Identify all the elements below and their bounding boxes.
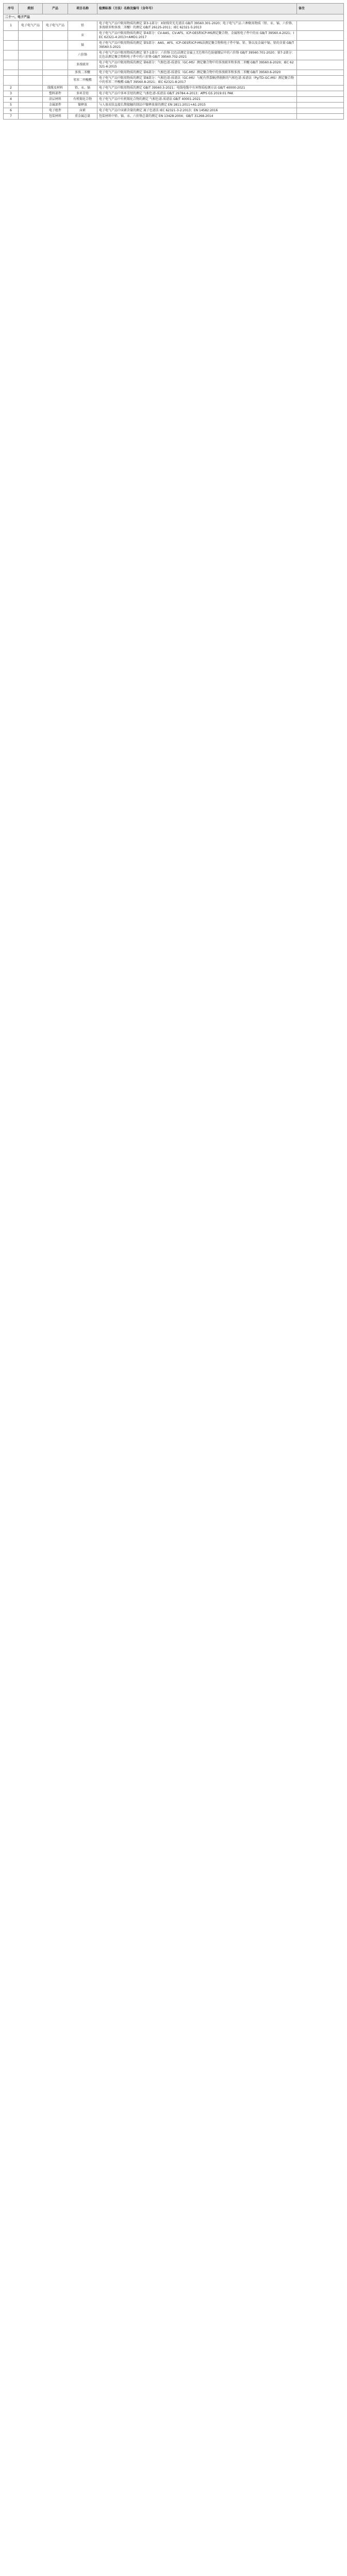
row-product: 线缆及材料 bbox=[43, 86, 68, 91]
row-no bbox=[4, 60, 19, 70]
table-row bbox=[4, 31, 344, 41]
row-item: 镍释放 bbox=[68, 103, 97, 108]
row-method: 电子电气产品中限用物质的测定 第8部分：气相色谱-质谱法（GC-MS）与配有热裂解/热脱附的气相色谱-质谱法（Py/TD-GC-MS）测定聚合物中的邻苯二甲酸酯 GB/T 39560.8-2021；IEC 62321-8:2017 bbox=[97, 76, 297, 86]
table-row bbox=[4, 114, 344, 120]
row-category bbox=[19, 70, 43, 76]
row-method: 包装材料中铅、镉、汞、六价铬总量的测定 EN 13428:2004；GB/T 31268-2014 bbox=[97, 114, 297, 120]
row-item: 铅、汞、镉 bbox=[68, 86, 97, 91]
row-no bbox=[4, 31, 19, 41]
document-page bbox=[3, 3, 344, 120]
row-category: 电子电气产品 bbox=[19, 21, 43, 31]
table-row bbox=[4, 103, 344, 108]
table-row bbox=[4, 76, 344, 86]
table-row bbox=[4, 70, 344, 76]
row-item: 镉 bbox=[68, 41, 97, 50]
row-item: 多环芳烃 bbox=[68, 91, 97, 97]
header-remark: 备注 bbox=[297, 4, 344, 14]
row-no: 3 bbox=[4, 91, 19, 97]
row-product bbox=[43, 70, 68, 76]
row-remark bbox=[297, 41, 344, 50]
row-item: 铅 bbox=[68, 21, 97, 31]
row-product bbox=[43, 60, 68, 70]
row-method: 电子电气产品中限用物质的测定 第6部分：气相色谱-质谱仪（GC-MS）测定聚合物中的多溴联苯和多溴二苯醚 GB/T 39560.6-2020；IEC 62321-6:2015 bbox=[97, 60, 297, 70]
row-no: 4 bbox=[4, 97, 19, 103]
row-method: 电子电气产品中有机锡化合物的测定 气相色谱-质谱法 GB/T 40001-2021 bbox=[97, 97, 297, 103]
table-row bbox=[4, 86, 344, 91]
row-category bbox=[19, 97, 43, 103]
header-no: 序号 bbox=[4, 4, 19, 14]
table-row bbox=[4, 91, 344, 97]
row-category bbox=[19, 91, 43, 97]
row-product: 涂层材料 bbox=[43, 97, 68, 103]
row-product bbox=[43, 76, 68, 86]
header-method: 检测标准（方法）名称及编号（含年号） bbox=[97, 4, 297, 14]
row-category bbox=[19, 103, 43, 108]
row-item: 有机锡化合物 bbox=[68, 97, 97, 103]
row-item: 多溴联苯 bbox=[68, 60, 97, 70]
row-product: 电子电气产品 bbox=[43, 21, 68, 31]
row-no: 2 bbox=[4, 86, 19, 91]
row-remark bbox=[297, 108, 344, 114]
row-remark bbox=[297, 91, 344, 97]
row-product: 包装材料 bbox=[43, 114, 68, 120]
row-category bbox=[19, 86, 43, 91]
row-remark bbox=[297, 21, 344, 31]
row-no bbox=[4, 76, 19, 86]
row-category bbox=[19, 108, 43, 114]
row-remark bbox=[297, 76, 344, 86]
row-product: 塑料部件 bbox=[43, 91, 68, 97]
row-product: 电子组件 bbox=[43, 108, 68, 114]
row-product bbox=[43, 41, 68, 50]
row-item: 卤素 bbox=[68, 108, 97, 114]
row-category bbox=[19, 76, 43, 86]
row-remark bbox=[297, 97, 344, 103]
row-item: 多溴二苯醚 bbox=[68, 70, 97, 76]
row-method: 电子电气产品中卤素含量的测定 离子色谱法 IEC 62321-3-2:2013；EN 14582:2016 bbox=[97, 108, 297, 114]
section-title: 二十一、电子产品 bbox=[4, 14, 344, 21]
table-header-row bbox=[4, 4, 344, 14]
row-no: 7 bbox=[4, 114, 19, 120]
table-row bbox=[4, 60, 344, 70]
table-row bbox=[4, 50, 344, 60]
row-item: 六价铬 bbox=[68, 50, 97, 60]
row-remark bbox=[297, 31, 344, 41]
section-row bbox=[4, 14, 344, 21]
table-row bbox=[4, 41, 344, 50]
row-category bbox=[19, 50, 43, 60]
row-product: 金属部件 bbox=[43, 103, 68, 108]
row-no: 6 bbox=[4, 108, 19, 114]
row-method: 与人体皮肤直接长期接触的制品中镍释放量的测定 EN 1811:2011+A1:2015 bbox=[97, 103, 297, 108]
row-method: 电子电气产品中限用物质的测定 第3-1部分：X射线荧光光谱法 GB/T 39560.301-2020；电子电气产品 六种限用物质（铅、汞、镉、六价铬、多溴联苯和多溴二苯醚）的测定 GB/T 26125-2011；IEC 62321-5:2013 bbox=[97, 21, 297, 31]
row-category bbox=[19, 114, 43, 120]
row-no: 5 bbox=[4, 103, 19, 108]
header-category: 类别 bbox=[19, 4, 43, 14]
row-method: 电子电气产品中多环芳烃的测定 气相色谱-质谱法 GB/T 29784.4-2013；AfPS GS 2019:01 PAK bbox=[97, 91, 297, 97]
row-item: 重金属总量 bbox=[68, 114, 97, 120]
row-category bbox=[19, 41, 43, 50]
row-method: 电子电气产品中限用物质的测定 第6部分：气相色谱-质谱仪（GC-MS）测定聚合物中的多溴联苯和多溴二苯醚 GB/T 39560.6-2020 bbox=[97, 70, 297, 76]
row-category bbox=[19, 60, 43, 70]
row-remark bbox=[297, 103, 344, 108]
row-item: 邻苯二甲酸酯 bbox=[68, 76, 97, 86]
standards-table bbox=[3, 3, 344, 120]
row-method: 电子电气产品中限用物质的测定 第7-1部分：六价铬 比色法测定金属上无色和有色防腐镀层中的六价铬 GB/T 39560.701-2020；第7-2部分：比色法测定聚合物和电子件中的六价铬 GB/T 39560.702-2021 bbox=[97, 50, 297, 60]
row-remark bbox=[297, 50, 344, 60]
row-no: 1 bbox=[4, 21, 19, 31]
row-remark bbox=[297, 86, 344, 91]
row-remark bbox=[297, 70, 344, 76]
row-method: 电子电气产品中限用物质的测定 GB/T 39560.5-2021；电线电缆中有害物质检测方法 GB/T 40000-2021 bbox=[97, 86, 297, 91]
row-product bbox=[43, 31, 68, 41]
row-remark bbox=[297, 114, 344, 120]
header-item: 项目名称 bbox=[68, 4, 97, 14]
row-product bbox=[43, 50, 68, 60]
row-category bbox=[19, 31, 43, 41]
header-product: 产品 bbox=[43, 4, 68, 14]
row-method: 电子电气产品中限用物质的测定 第4部分：CV-AAS、CV-AFS、ICP-OES和ICP-MS测定聚合物、金属和电子件中的汞 GB/T 39560.4-2021；IEC 62321-4:2013+AMD1:2017 bbox=[97, 31, 297, 41]
row-no bbox=[4, 41, 19, 50]
row-method: 电子电气产品中限用物质的测定 第5部分：AAS、AFS、ICP-OES和ICP-MS法测定聚合物和电子件中镉、铅、铬以及金属中镉、铅的含量 GB/T 39560.5-2021 bbox=[97, 41, 297, 50]
row-item: 汞 bbox=[68, 31, 97, 41]
row-no bbox=[4, 70, 19, 76]
table-row bbox=[4, 21, 344, 31]
row-no bbox=[4, 50, 19, 60]
table-row bbox=[4, 108, 344, 114]
row-remark bbox=[297, 60, 344, 70]
table-row bbox=[4, 97, 344, 103]
